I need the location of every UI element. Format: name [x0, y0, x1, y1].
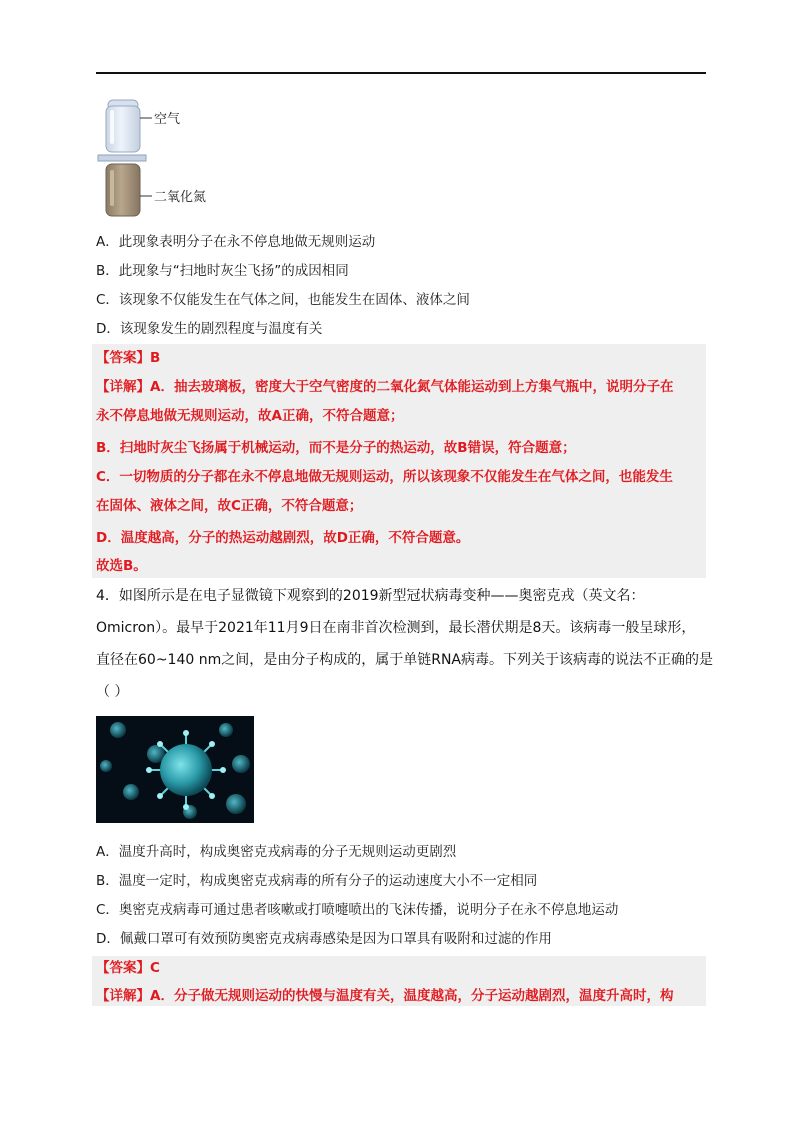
q3-detail-line-2: 永不停息地做无规则运动，故A正确，不符合题意；: [96, 408, 404, 424]
q3-detail-line-1: [96, 377, 673, 397]
q3-detail-line-6: D．温度越高，分子的热运动越剧烈，故D正确，不符合题意。: [96, 530, 470, 546]
q4-stem-line-4: （ ）: [96, 684, 129, 700]
q4-detail-line-1: [96, 986, 673, 1006]
q3-option-c: C．该现象不仅能发生在气体之间，也能发生在固体、液体之间: [96, 292, 470, 308]
q3-detail-line-5: 在固体、液体之间，故C正确，不符合题意；: [96, 498, 363, 514]
q3-detail-line-7: 故选B。: [96, 558, 147, 574]
answer-value: B: [150, 350, 161, 366]
q4-option-d: D．佩戴口罩可有效预防奥密克戎病毒感染是因为口罩具有吸附和过滤的作用: [96, 931, 552, 947]
answer-value: C: [150, 960, 160, 976]
label-air: 空气: [154, 112, 181, 127]
detail-text: A．分子做无规则运动的快慢与温度有关，温度越高，分子运动越剧烈，温度升高时，构: [150, 988, 674, 1004]
q3-detail-line-3: B．扫地时灰尘飞扬属于机械运动，而不是分子的热运动，故B错误，符合题意；: [96, 440, 576, 456]
detail-text: A．抽去玻璃板，密度大于空气密度的二氧化氮气体能运动到上方集气瓶中，说明分子在: [150, 379, 674, 395]
answer-tag: 【答案】: [96, 960, 150, 976]
virus-illustration: [96, 716, 254, 823]
detail-tag: 【详解】: [96, 988, 150, 1004]
q4-option-b: B．温度一定时，构成奥密克戎病毒的所有分子的运动速度大小不一定相同: [96, 873, 538, 889]
q3-detail-line-4: C．一切物质的分子都在永不停息地做无规则运动，所以该现象不仅能发生在气体之间，也能发生: [96, 469, 673, 485]
q3-answer: [96, 348, 160, 368]
q3-option-b: B．此现象与“扫地时灰尘飞扬”的成因相同: [96, 263, 349, 279]
q4-stem-line-1: 4．如图所示是在电子显微镜下观察到的2019新型冠状病毒变种——奥密克戎（英文名：: [96, 588, 645, 604]
q4-stem-line-3: 直径在60~140 nm之间，是由分子构成的，属于单链RNA病毒。下列关于该病毒的说法不正确的是: [96, 652, 714, 668]
virus-micrograph-image: [96, 716, 254, 823]
header-rule: [96, 72, 706, 74]
q4-stem-line-2: Omicron）。最早于2021年11月9日在南非首次检测到，最长潜伏期是8天。该病毒一般呈球形，: [96, 620, 696, 636]
gas-jar-figure: [96, 98, 236, 220]
q4-option-a: A．温度升高时，构成奥密克戎病毒的分子无规则运动更剧烈: [96, 844, 457, 860]
answer-tag: 【答案】: [96, 350, 150, 366]
q3-option-d: D．该现象发生的剧烈程度与温度有关: [96, 321, 323, 337]
q4-answer: [96, 958, 160, 978]
detail-tag: 【详解】: [96, 379, 150, 395]
label-nitrogen-dioxide: 二氧化氮: [154, 190, 207, 205]
q4-option-c: C．奥密克戎病毒可通过患者咳嗽或打喷嚏喷出的飞沫传播，说明分子在永不停息地运动: [96, 902, 619, 918]
q3-option-a: A．此现象表明分子在永不停息地做无规则运动: [96, 234, 376, 250]
